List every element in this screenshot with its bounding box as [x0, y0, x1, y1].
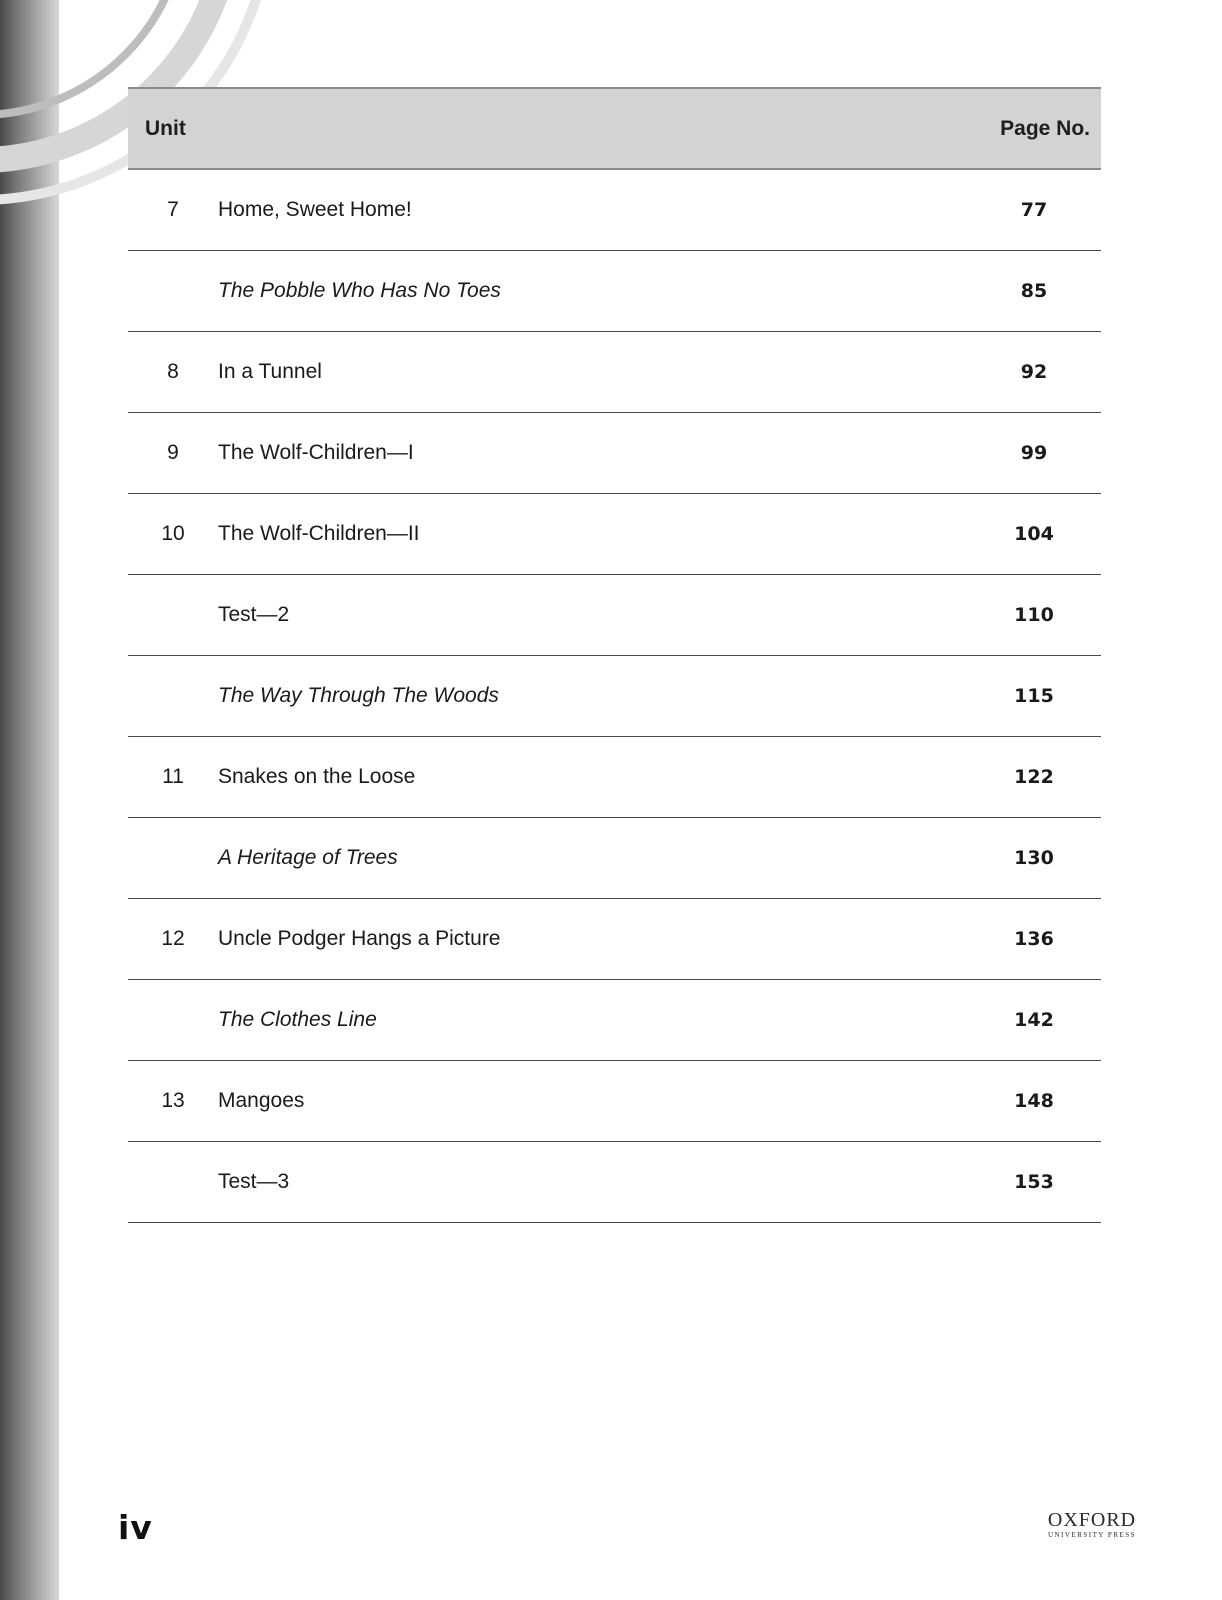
- column-header-page: Page No.: [930, 88, 1101, 169]
- chapter-title: Snakes on the Loose: [218, 737, 930, 818]
- unit-number: 8: [128, 332, 218, 413]
- publisher-subtitle: UNIVERSITY PRESS: [1047, 1531, 1137, 1539]
- table-row: [128, 251, 1101, 332]
- chapter-title: The Way Through The Woods: [218, 656, 930, 737]
- chapter-title: The Wolf-Children—II: [218, 494, 930, 575]
- table-row: [128, 818, 1101, 899]
- page-number: 122: [930, 737, 1101, 818]
- page-number: 77: [930, 169, 1101, 251]
- table-header-row: [128, 88, 1101, 169]
- page-number-roman: iv: [118, 1508, 153, 1547]
- page-number: 136: [930, 899, 1101, 980]
- chapter-title: Uncle Podger Hangs a Picture: [218, 899, 930, 980]
- publisher-name: OXFORD: [1047, 1509, 1137, 1531]
- table-row: [128, 737, 1101, 818]
- contents-table-body: [128, 169, 1101, 1223]
- table-row: [128, 1142, 1101, 1223]
- page-number: 148: [930, 1061, 1101, 1142]
- unit-number: 7: [128, 169, 218, 251]
- page-number: 104: [930, 494, 1101, 575]
- chapter-title: Mangoes: [218, 1061, 930, 1142]
- unit-number: 9: [128, 413, 218, 494]
- chapter-title: Test—2: [218, 575, 930, 656]
- table-row: [128, 169, 1101, 251]
- unit-number: 11: [128, 737, 218, 818]
- chapter-title: Home, Sweet Home!: [218, 169, 930, 251]
- page-number: 92: [930, 332, 1101, 413]
- chapter-title: A Heritage of Trees: [218, 818, 930, 899]
- unit-number: [128, 575, 218, 656]
- table-row: [128, 980, 1101, 1061]
- unit-number: [128, 980, 218, 1061]
- table-row: [128, 494, 1101, 575]
- decorative-side-bar: [0, 0, 59, 1600]
- unit-number: 10: [128, 494, 218, 575]
- page-number: 110: [930, 575, 1101, 656]
- chapter-title: The Pobble Who Has No Toes: [218, 251, 930, 332]
- unit-number: [128, 656, 218, 737]
- page-number: 115: [930, 656, 1101, 737]
- table-row: [128, 332, 1101, 413]
- unit-number: [128, 251, 218, 332]
- chapter-title: Test—3: [218, 1142, 930, 1223]
- column-header-unit: Unit: [128, 88, 218, 169]
- unit-number: [128, 1142, 218, 1223]
- unit-number: 12: [128, 899, 218, 980]
- table-row: [128, 656, 1101, 737]
- page-number: 153: [930, 1142, 1101, 1223]
- table-row: [128, 413, 1101, 494]
- contents-table: [128, 87, 1101, 1223]
- column-header-title: [218, 88, 930, 169]
- page-number: 85: [930, 251, 1101, 332]
- page-number: 130: [930, 818, 1101, 899]
- table-row: [128, 899, 1101, 980]
- unit-number: 13: [128, 1061, 218, 1142]
- table-row: [128, 575, 1101, 656]
- page-number: 142: [930, 980, 1101, 1061]
- chapter-title: In a Tunnel: [218, 332, 930, 413]
- page-number: 99: [930, 413, 1101, 494]
- unit-number: [128, 818, 218, 899]
- chapter-title: The Wolf-Children—I: [218, 413, 930, 494]
- table-row: [128, 1061, 1101, 1142]
- chapter-title: The Clothes Line: [218, 980, 930, 1061]
- publisher-logo: [1044, 1510, 1140, 1540]
